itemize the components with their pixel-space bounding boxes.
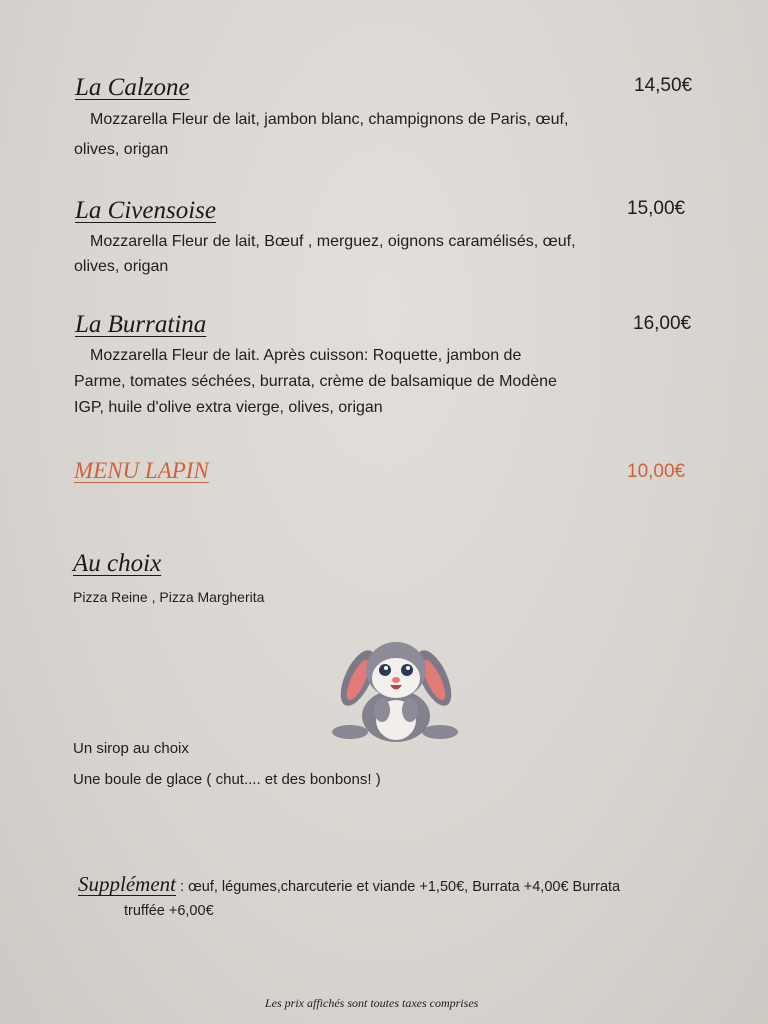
supplement-line	[78, 872, 620, 897]
item-title-burratina: La Burratina	[75, 311, 207, 338]
item-title-civensoise: La Civensoise	[75, 197, 216, 224]
au-choix-options: Pizza Reine , Pizza Margherita	[73, 589, 265, 605]
supplement-label: Supplément	[78, 872, 176, 896]
item-desc-line: Parme, tomates séchées, burrata, crème de balsamique de Modène	[74, 373, 557, 390]
item-price-civensoise: 15,00€	[627, 198, 686, 219]
item-title-calzone: La Calzone	[75, 74, 190, 101]
au-choix-title: Au choix	[73, 550, 162, 577]
extra-line: Une boule de glace ( chut.... et des bonbons! )	[73, 771, 381, 788]
item-desc-line: Mozzarella Fleur de lait, Bœuf , merguez, oignons caramélisés, œuf,	[90, 233, 576, 250]
item-desc-line: IGP, huile d'olive extra vierge, olives, origan	[74, 399, 383, 416]
menu-lapin-title: MENU LAPIN	[74, 458, 209, 483]
item-desc-line: olives, origan	[74, 141, 169, 158]
item-desc-line: olives, origan	[74, 258, 169, 275]
item-desc-line: Mozzarella Fleur de lait, jambon blanc, champignons de Paris, œuf,	[90, 111, 569, 128]
item-price-burratina: 16,00€	[633, 313, 692, 334]
item-desc-line: Mozzarella Fleur de lait. Après cuisson: Roquette, jambon de	[90, 347, 522, 364]
item-price-calzone: 14,50€	[634, 75, 693, 96]
supplement-text-2: truffée +6,00€	[124, 903, 214, 919]
menu-lapin-price: 10,00€	[627, 461, 686, 482]
supplement-text: : œuf, légumes,charcuterie et viande +1,50€, Burrata +4,00€ Burrata	[180, 879, 621, 895]
extra-line: Un sirop au choix	[73, 740, 189, 757]
bunny-illustration	[330, 628, 460, 744]
footer-note: Les prix affichés sont toutes taxes comprises	[265, 996, 479, 1010]
